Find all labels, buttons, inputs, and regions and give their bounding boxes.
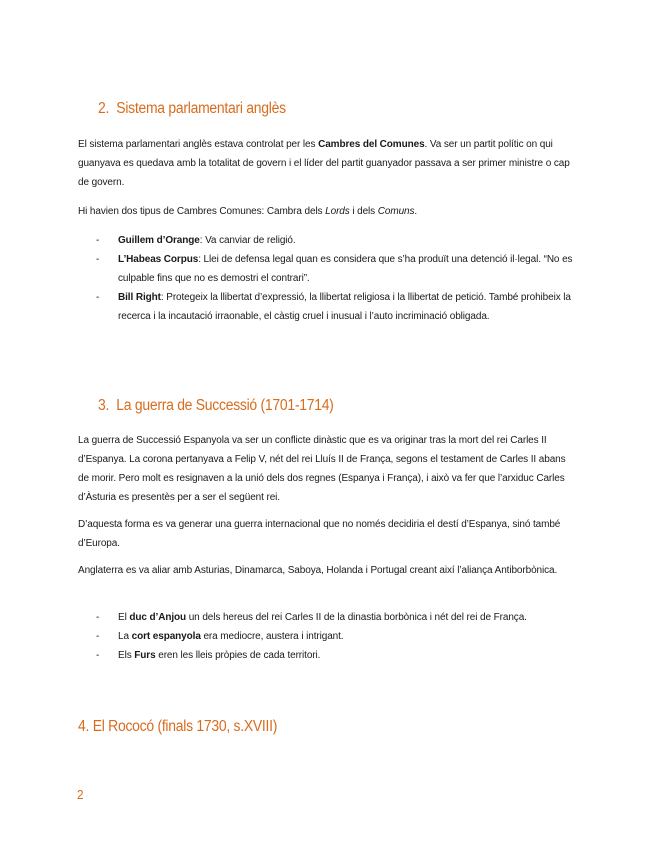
text-run: eren les lleis pròpies de cada territori.: [155, 650, 321, 661]
text-run: El sistema parlamentari anglès estava controlat per les: [78, 139, 319, 150]
section-2-number: 2.: [98, 100, 110, 117]
text-run: Hi havien dos tipus de Cambres Comunes: Cambra dels: [78, 206, 326, 217]
section-2-paragraph-2: [78, 202, 578, 221]
bold-term: L’Habeas Corpus: [118, 254, 199, 265]
page-number: 2: [77, 787, 84, 802]
section-4-heading: 4. El Rococó (finals 1730, s.XVIII): [78, 718, 278, 735]
section-3-list: [78, 608, 578, 665]
text-run: un dels hereus del rei Carles II de la dinastia borbònica i nét del rei de França.: [186, 612, 527, 623]
text-run: La: [118, 631, 132, 642]
italic-term: Lords: [325, 206, 350, 217]
text-run: i dels: [349, 206, 378, 217]
bold-term: cort espanyola: [131, 631, 201, 642]
list-item-text: : Llei de defensa legal quan es considera que s’ha produït una detenció il·legal. “No es culpable fins que no es demostri el contrari”.: [118, 254, 573, 284]
dash-bullet: -: [96, 235, 100, 246]
section-3-heading: [98, 397, 334, 415]
section-3-paragraph-2: D’aquesta forma es va generar una guerra internacional que no només decidiria el destí d’Espanya, sinó també d’Europa.: [78, 519, 561, 549]
list-item: [78, 231, 578, 250]
bold-term: Guillem d’Orange: [118, 235, 200, 246]
dash-bullet: -: [96, 650, 100, 661]
list-item-text: : Protegeix la llibertat d’expressió, la llibertat religiosa i la llibertat de petició. També prohibeix la recerca i la incautació irraonable, el càstig cruel i inusual i l’auto incriminació obligada.: [118, 292, 571, 322]
text-run: era mediocre, austera i intrigant.: [200, 631, 344, 642]
text-run: .: [414, 206, 418, 217]
list-item: [78, 608, 578, 627]
bold-term: Bill Right: [118, 292, 161, 303]
text-run: El: [118, 612, 130, 623]
bold-term: duc d’Anjou: [129, 612, 187, 623]
bold-term: Furs: [134, 650, 156, 661]
bold-term: Cambres del Comunes: [318, 139, 425, 150]
list-item: [78, 250, 578, 288]
text-run: . Va ser un partit polític on qui guanyava es quedava amb la totalitat de govern i el líder del partit guanyador passava a ser primer ministre o cap de govern.: [78, 139, 570, 188]
dash-bullet: -: [96, 631, 100, 642]
section-3-number: 3.: [98, 397, 110, 414]
list-item-text: : Va canviar de religió.: [199, 235, 296, 246]
list-item: [78, 288, 578, 326]
dash-bullet: -: [96, 254, 100, 265]
section-2-title: Sistema parlamentari anglès: [116, 100, 286, 117]
italic-term: Comuns: [377, 206, 415, 217]
section-3-title: La guerra de Successió (1701-1714): [116, 397, 334, 414]
list-item: [78, 627, 578, 646]
section-3-paragraph-3: Anglaterra es va aliar amb Asturias, Dinamarca, Saboya, Holanda i Portugal creant així l’aliança Antiborbònica.: [78, 565, 558, 576]
section-3-paragraph-1: La guerra de Successió Espanyola va ser un conflicte dinàstic que es va originar tras la mort del rei Carles II d’Espanya. La corona pertanyava a Felip V, nét del rei Lluís II de França, segons el testament de Carles II abans de morir. Pero molt es resignaven a la unió dels dos regnes (Espanya i França), i això va fer que l’arxiduc Carles d’Àsturia es presentès per a ser el següent rei.: [78, 435, 566, 503]
dash-bullet: -: [96, 292, 100, 303]
section-2-heading: [98, 100, 286, 118]
section-2-paragraph-1: [78, 135, 578, 192]
text-run: Els: [118, 650, 135, 661]
list-item: [78, 646, 578, 665]
section-2-list: [78, 231, 578, 326]
dash-bullet: -: [96, 612, 100, 623]
